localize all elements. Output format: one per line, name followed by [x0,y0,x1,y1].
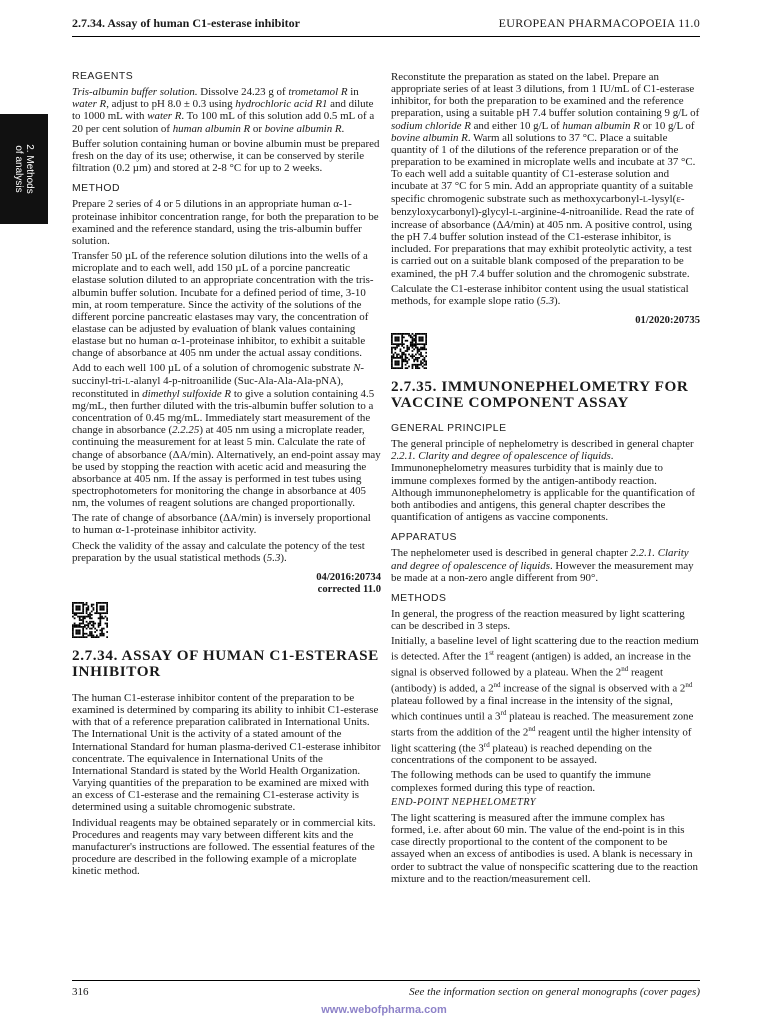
reagents-paragraph-1: Tris-albumin buffer solution. Dissolve 24.23 g of trometamol R in water R, adjust to pH 8.0 ± 0.3 using hydrochloric acid R1 and dilute to 1000 mL with water R. To 100 mL of this solution add 0.5 mL of a 20 per cent solution of human albumin R or bovine albumin R. [72,86,375,135]
method-paragraph-2: Transfer 50 µL of the reference solution dilutions into the wells of a microplate and to each well, add 150 µL of a porcine pancreatic elastase solution diluted to an appropriate concentration with the tris-albumin buffer solution. Incubate for a defined period of time, 3-10 min, at room temperature. Since the activity of the solutions of the different porcine pancreatic elastases may vary, the concentration of elastase can be adjusted by evaluation of blank values containing elastase but no human α-1-proteinase inhibitor, to exhibit a suitable change of absorbance at 405 nm under the actual assay conditions. [72,250,374,360]
method-paragraph-1: Prepare 2 series of 4 or 5 dilutions in an appropriate human α-1-proteinase inhibitor concentration range, for both the preparation to be examined and the reference standard, using the tris-albumin buffer solution. [72,198,379,247]
running-header-title: 2.7.34. Assay of human C1-esterase inhibitor [72,16,301,30]
section-thumb-tab [0,114,48,224]
c1-procedure-paragraph: Reconstitute the preparation as stated on the label. Prepare an appropriate series of at least 3 dilutions, from 1 IU/mL of C1-esterase inhibitor, for both the preparation to be examined and the reference preparation, using a suitable pH 7.4 buffer solution containing 9 g/L of sodium chloride R and either 10 g/L of human albumin R or 10 g/L of bovine albumin R. Warm all solutions to 37 °C. Place a suitable quantity of 1 of the dilutions of the reference preparation or of the preparation to be examined in microplate wells and incubate at 37 °C. To each well add a suitable quantity of C1-esterase solution and incubate at 37 °C for 5 min. Add an appropriate quantity of a suitable specific chromogenic substrate such as methoxycarbonyl-L-lysyl(ε-benzyloxycarbonyl)-glycyl-L-arginine-4-nitroanilide. Read the rate of increase of absorbance (ΔA/min) at 405 nm. A positive control, using the pH 7.4 buffer solution instead of the C1-esterase inhibitor, is included. For preparations that may exhibit proteolytic activity, a test is carried out on a suitable blank composed of the preparation to be examined, the pH 7.4 buffer solution and the chromogenic substrate. [391,71,700,280]
footer-note: See the information section on general monographs (cover pages) [409,986,700,998]
header-divider [72,36,700,37]
c1-paragraph-2: Individual reagents may be obtained separately or in commercial kits. Procedures and reagents may vary between different kits and the manufacturer's instructions are followed. The essential features of the procedure are described in the following example of a microplate kinetic method. [72,816,376,878]
left-column [72,71,381,880]
method-paragraph-5: Check the validity of the assay and calculate the potency of the test preparation by the usual statistical methods (5.3). [72,539,365,564]
end-point-paragraph: The light scattering is measured after the immune complex has formed, i.e. after about 60 min. The value of the end-point is in this case directly proportional to the content of the component to be assayed when an excess of antibodies is used. A blank is necessary in order to subtract the value of nonspecific scattering due to the reaction mixture and to the reaction/measurement cell. [391,811,698,885]
qr-code-icon[interactable] [391,333,427,369]
footer-divider [72,980,700,981]
section-title-2-7-35: 2.7.35. IMMUNONEPHELOMETRY FOR VACCINE COMPONENT ASSAY [391,377,689,411]
method-paragraph-3: Add to each well 100 µL of a solution of chromogenic substrate N-succinyl-tri-L-alanyl 4-p-nitroanilide (Suc-Ala-Ala-Ala-pNA), reconstituted in dimethyl sulfoxide R to give a solution containing 4.5 mg/mL, then further diluted with the tris-albumin buffer solution to a concentration of 0.45 mg/mL. Immediately start measurement of the change in absorbance (2.2.25) at 405 nm using a microplate reader, continuing the measurement for at least 5 min. Calculate the rate of change of absorbance (ΔA/min). Alternatively, an end-point assay may be used by stopping the reaction with acetic acid and measuring the absorbance at 405 nm. If the assay is performed in test tubes using spectrophotometers for monitoring the change in absorbance at 405 nm, the volumes of reagent solutions are changed proportionally. [72,362,381,510]
section-title-2-7-34: 2.7.34. ASSAY OF HUMAN C1-ESTERASE INHIBITOR [72,646,379,680]
monograph-reference-id: 04/2016:20734 [316,571,381,583]
methods-paragraph-3: The following methods can be used to quantify the immune complexes formed during this type of reaction. [391,769,651,794]
apparatus-paragraph: The nephelometer used is described in general chapter 2.2.1. Clarity and degree of opalescence of liquids. However the measurement may be made at a non-zero angle different from 90°. [391,547,694,584]
method-paragraph-4: The rate of change of absorbance (ΔA/min) is inversely proportional to human α-1-proteinase inhibitor activity. [72,512,371,537]
general-principle-heading: GENERAL PRINCIPLE [391,422,507,434]
monograph-reference [72,572,381,596]
method-heading: METHOD [72,183,121,195]
right-column [391,71,700,888]
section-thumb-label: 2. Methods of analysis [13,144,35,194]
c1-calculation-paragraph: Calculate the C1-esterase inhibitor content using the usual statistical methods, for example slope ratio (5.3). [391,282,689,307]
page-number: 316 [72,986,89,998]
monograph-reference-2: 01/2020:20735 [635,314,700,326]
methods-paragraph-2: Initially, a baseline level of light scattering due to the reaction medium is detected. After the 1st reagent (antigen) is added, an increase in the signal is observed followed by a plateau. When the 2nd reagent (antibody) is added, a 2nd increase of the signal is observed with a 2nd plateau followed by a final increase in the intensity of the signal, which continues until a 3rd plateau is reached. The measurement zone starts from the addition of the 2nd reagent until the higher intensity of light scattering (the 3rd plateau) is reached depending on the concentrations of the component to be assayed. [391,635,699,767]
general-principle-paragraph: The general principle of nephelometry is described in general chapter 2.2.1. Clarity and degree of opalescence of liquids. Immunonephelometry measures turbidity that is mainly due to immune complexes formed by the antigen-antibody reaction. Although immunonephelometry is applicable for the quantification of both antibodies and antigens, this general chapter describes the quantification of antigens as vaccine components. [391,438,695,524]
qr-code-icon[interactable] [72,602,108,638]
apparatus-heading: APPARATUS [391,532,457,544]
watermark-link[interactable]: www.webofpharma.com [321,1004,447,1016]
methods-paragraph-1: In general, the progress of the reaction measured by light scattering can be described in 3 steps. [391,608,685,633]
methods-heading: METHODS [391,592,447,604]
reagents-paragraph-2: Buffer solution containing human or bovine albumin must be prepared fresh on the day of its use; otherwise, it can be conserved by sterile filtration (0.2 µm) and stored at 2-8 °C for up to 2 weeks. [72,137,380,175]
end-point-heading: END-POINT NEPHELOMETRY [391,796,536,808]
reagents-heading: REAGENTS [72,71,134,82]
c1-paragraph-1: The human C1-esterase inhibitor content of the preparation to be examined is determined by comparing its ability to inhibit C1-esterase with that of a reference preparation calibrated in International Units. The International Unit is the activity of a stated amount of the International Standard for human plasma-derived C1-esterase inhibitor concentrate. The equivalence in International Units of the International Standard is stated by the World Health Organization. Varying quantities of the preparation to be examined are mixed with an excess of C1-esterase and the remaining C1-esterase activity is determined using a suitable chromogenic substrate. [72,691,381,814]
running-header-publication: EUROPEAN PHARMACOPOEIA 11.0 [498,16,700,30]
monograph-reference-status: corrected 11.0 [317,583,381,595]
